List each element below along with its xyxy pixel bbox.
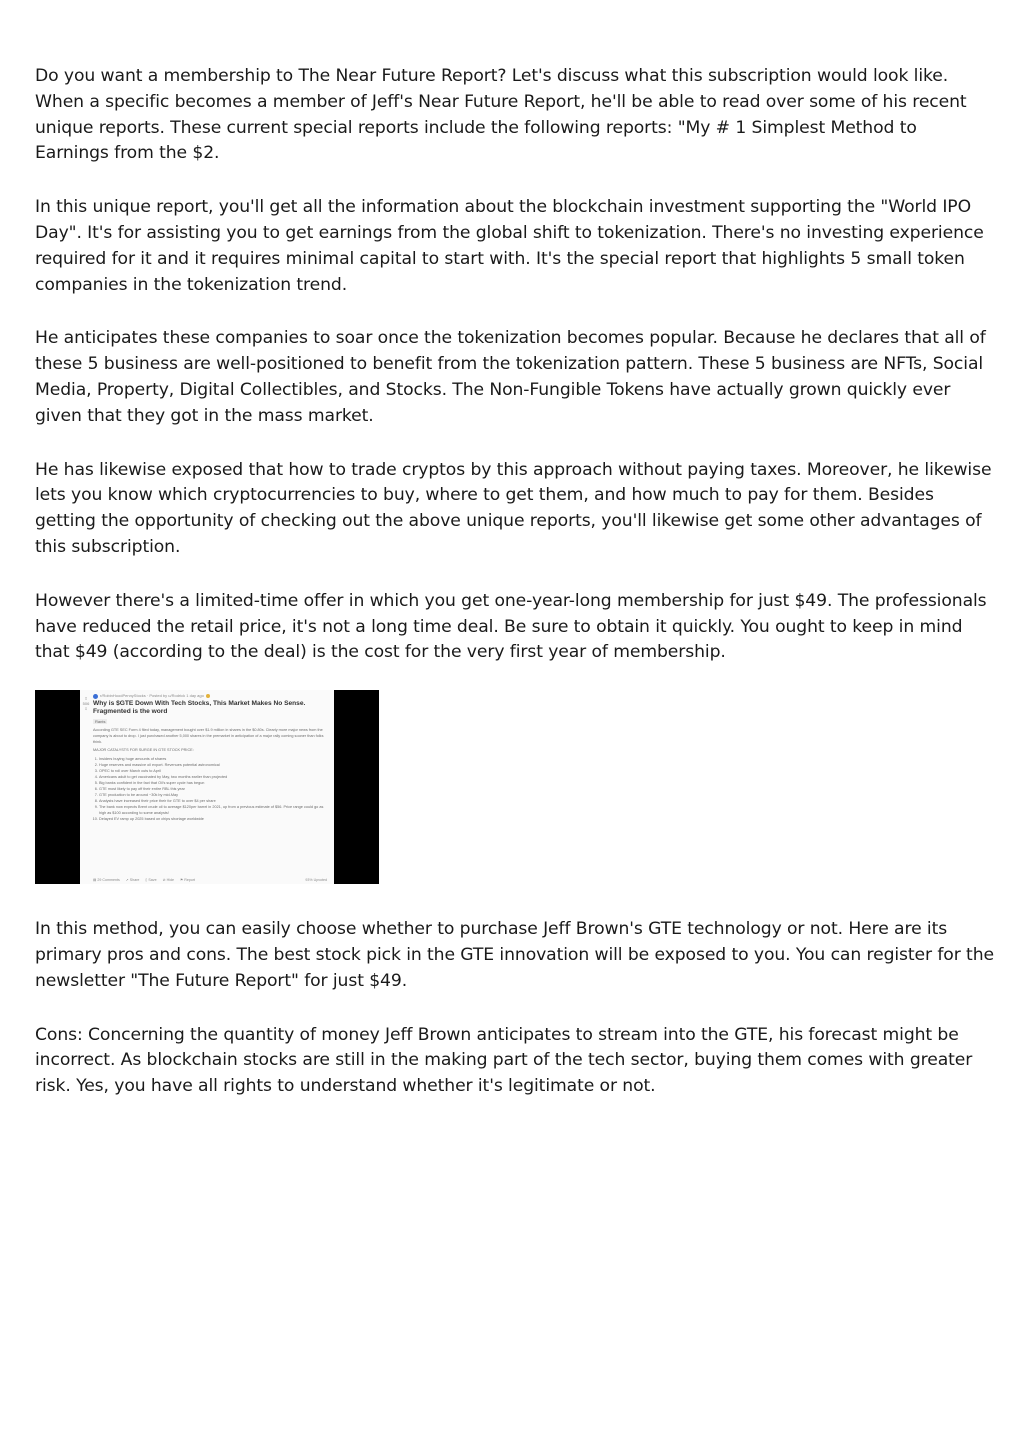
catalyst-heading: MAJOR CATALYSTS FOR SURGE IN GTE STOCK PRICE: [93, 748, 194, 753]
award-icon [206, 694, 210, 698]
share-icon: ➚ [125, 878, 129, 883]
downvote-icon: ⇩ [84, 706, 88, 712]
post-footer [93, 878, 327, 882]
hide-icon: ⊘ [162, 878, 166, 883]
post-body [93, 727, 327, 822]
post-meta [93, 693, 210, 698]
post-title: Why is $GTE Down With Tech Stocks, This Market Makes No Sense. Fragmented is the word [93, 700, 306, 715]
list-item: 3. OPEC to roll over March cuts to April [99, 768, 327, 774]
upvoted-percentage: 93% Upvoted [305, 878, 327, 883]
post-meta-text: r/RobinHoodPennyStocks · Posted by u/Rodrick 1 day ago [100, 693, 204, 699]
paragraph: He has likewise exposed that how to trade cryptos by this approach without paying taxes. Moreover, he likewise lets you know which cryptocurrencies to buy, where to get them, and how much to pay for them. Besides getting the opportunity of checking out the above unique reports, you'll likewise get some other advantages of this subscription. [35, 459, 992, 557]
vote-column [82, 696, 90, 711]
paragraph: Cons: Concerning the quantity of money Jeff Brown anticipates to stream into the GTE, his forecast might be incorrect. As blockchain stocks are still in the making part of the tech sector, buying them comes with greater risk. Yes, you have all rights to understand whether it's legitimate or not. [35, 1024, 973, 1097]
reddit-post-screenshot [80, 690, 334, 884]
post-intro: According GTE SEC Form 4 filed today, management bought over $1.9 million in shares in the $0.80s. Clearly more major news from the company is about to drop. I just purchased another 5,000 shares in the premarket in anticipation of a major rally coming sooner than folks think. [93, 728, 324, 745]
list-item: 2. Huge reserves and massive oil export. Revenues potential astronomical [99, 762, 327, 768]
paragraph: In this unique report, you'll get all the information about the blockchain investment supporting the "World IPO Day". It's for assisting you to get earnings from the global shift to tokenization. There's no investing experience required for it and it requires minimal capital to start with. It's the special report that highlights 5 small token companies in the tokenization trend. [35, 197, 984, 295]
share-link: ➚ Share [125, 878, 140, 883]
list-item: 6. GTE most likely to pay off their entire RBL this year [99, 786, 327, 792]
list-item: 1. Insiders buying huge amounts of shares [99, 756, 327, 762]
paragraph: Do you want a membership to The Near Future Report? Let's discuss what this subscription would look like. When a specific becomes a member of Jeff's Near Future Report, he'll be able to read over some of his recent unique reports. These current special reports include the following reports: "My # 1 Simplest Method to Earnings from the $2. [35, 66, 967, 164]
report-link: ⚑ Report [180, 878, 196, 883]
list-item: 10. Delayed EV ramp up 2025 based on chips shortage worldwide [99, 816, 327, 822]
bookmark-icon: ▯ [145, 878, 148, 883]
catalyst-list [93, 756, 327, 823]
comments-link: ▤ 29 Comments [93, 878, 120, 883]
list-item: 7. GTE production to be around ~30k by mid-May [99, 792, 327, 798]
embedded-screenshot-image [35, 690, 379, 884]
post-flair: Rants [95, 719, 106, 725]
save-link: ▯ Save [145, 878, 157, 883]
list-item: 8. Analysts have increased their price their for GTE to over $4 per share [99, 798, 327, 804]
hide-link: ⊘ Hide [162, 878, 174, 883]
comment-icon: ▤ [93, 878, 97, 883]
article-body [35, 64, 995, 1128]
upvote-icon: ⇧ [84, 696, 88, 702]
paragraph: He anticipates these companies to soar once the tokenization becomes popular. Because he declares that all of these 5 business are well-positioned to benefit from the tokenization pattern. These 5 business are NFTs, Social Media, Property, Digital Collectibles, and Stocks. The Non-Fungible Tokens have actually grown quickly ever given that they got in the mass market. [35, 328, 986, 426]
list-item: 4. Americans adult to get vaccinated by May, two months earlier than projected [99, 774, 327, 780]
list-item: 5. Big banks confident in the fact that Oil's super cycle has begun [99, 780, 327, 786]
paragraph: In this method, you can easily choose whether to purchase Jeff Brown's GTE technology or not. Here are its primary pros and cons. The best stock pick in the GTE innovation will be exposed to you. You can register for the newsletter "The Future Report" for just $49. [35, 919, 994, 991]
subreddit-icon [93, 694, 98, 699]
list-item: 9. The bank now expects Brent crude oil to average $120per barrel in 2021, up from a previous estimate of $56. Price range could go as high as $100 according to some analysts! [99, 804, 327, 816]
vote-count: 506 [82, 701, 90, 707]
paragraph: However there's a limited-time offer in which you get one-year-long membership for just $49. The professionals have reduced the retail price, it's not a long time deal. Be sure to obtain it quickly. You ought to keep in mind that $49 (according to the deal) is the cost for the very first year of membership. [35, 590, 987, 663]
flag-icon: ⚑ [180, 878, 184, 883]
